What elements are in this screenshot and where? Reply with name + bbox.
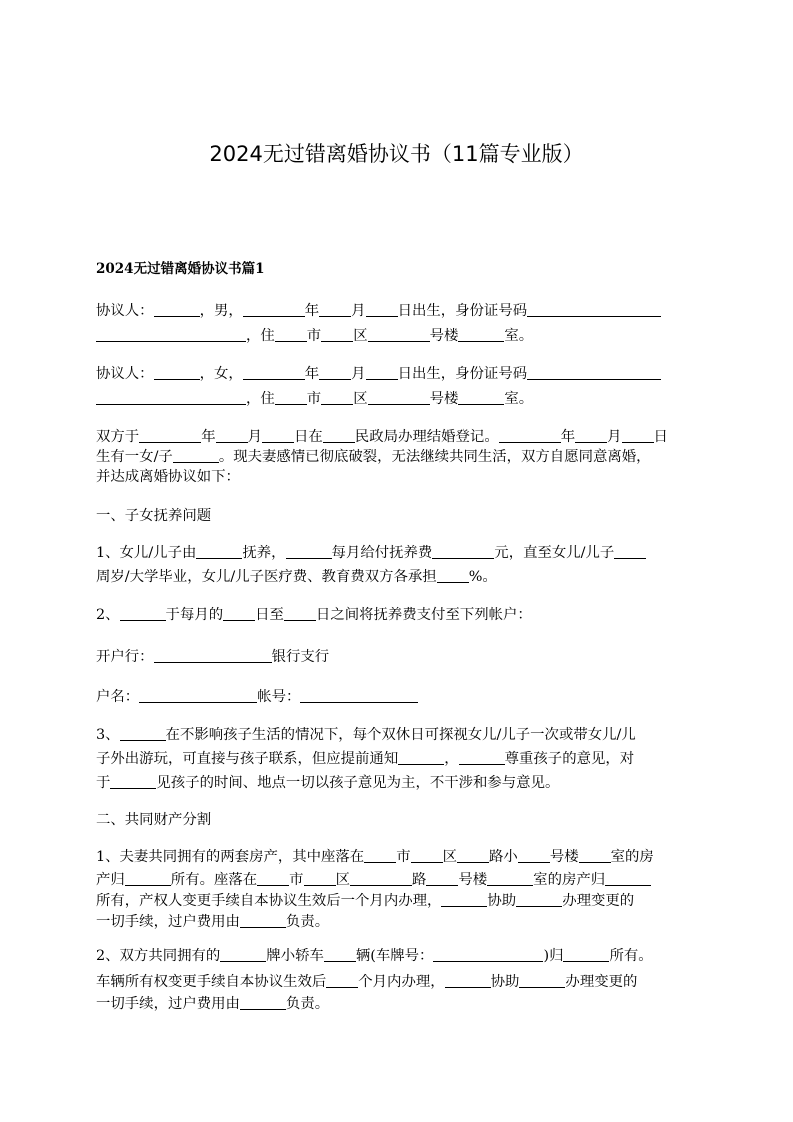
section2-heading: 二、共同财产分割 <box>96 812 212 828</box>
s1-item2: 2、 于每月的 日至 日之间将抚养费支付至下列帐户： <box>96 607 532 623</box>
party2-line1: 协议人： ，女， 年 月 日出生，身份证号码 <box>96 364 661 384</box>
s2-item1-line2: 产归 所有。座落在 市 区 路 号楼 室的房产归 <box>96 870 651 890</box>
party2-line2: ，住 市 区 号楼 室。 <box>96 389 533 409</box>
s2-item2-line2: 车辆所有权变更手续自本协议生效后 个月内办理， 协助 办理变更的 <box>96 974 638 990</box>
document-title: 2024无过错离婚协议书（11篇专业版） <box>209 142 584 166</box>
s2-item1-line1: 1、夫妻共同拥有的两套房产，其中座落在 市 区 路小 号楼 室的房 <box>96 849 654 865</box>
article-subtitle: 2024无过错离婚协议书篇1 <box>96 261 265 277</box>
s2-item2-line3: 一切手续，过户费用由 负责。 <box>96 996 330 1012</box>
party1-line1: 协议人： ，男， 年 月 日出生，身份证号码 <box>96 301 661 321</box>
s1-item3-line1: 3、 在不影响孩子生活的情况下，每个双休日可探视女儿/儿子一次或带女儿/儿 <box>96 727 636 743</box>
intro-line1: 双方于 年 月 日在 民政局办理结婚登记。 年 月 日 <box>96 429 668 445</box>
intro-line2: 生有一女/子 。现夫妻感情已彻底破裂，无法继续共同生活，双方自愿同意离婚， <box>96 449 651 465</box>
s1-account: 户名： 帐号： <box>96 687 418 707</box>
intro-line3: 并达成离婚协议如下： <box>96 469 240 485</box>
s2-item2-line1: 2、双方共同拥有的 牌小轿车 辆(车牌号： )归 所有。 <box>96 948 653 964</box>
s1-item3-line2: 子外出游玩，可直接与孩子联系，但应提前通知 ， 尊重孩子的意见，对 <box>96 751 635 767</box>
s2-item1-line4: 一切手续，过户费用由 负责。 <box>96 914 330 930</box>
section1-heading: 一、子女抚养问题 <box>96 508 212 524</box>
s1-item1-line2: 周岁/大学毕业，女儿/儿子医疗费、教育费双方各承担 %。 <box>96 569 497 585</box>
s2-item1-line3: 所有，产权人变更手续自本协议生效后一个月内办理， 协助 办理变更的 <box>96 893 635 909</box>
s1-item3-line3: 于 见孩子的时间、地点一切以孩子意见为主，不干涉和参与意见。 <box>96 775 560 791</box>
party1-line2: ，住 市 区 号楼 室。 <box>96 326 533 346</box>
s1-item1-line1: 1、女儿/儿子由 抚养， 每月给付抚养费 元，直至女儿/儿子 <box>96 543 646 563</box>
s1-bank: 开户行： 银行支行 <box>96 649 330 665</box>
